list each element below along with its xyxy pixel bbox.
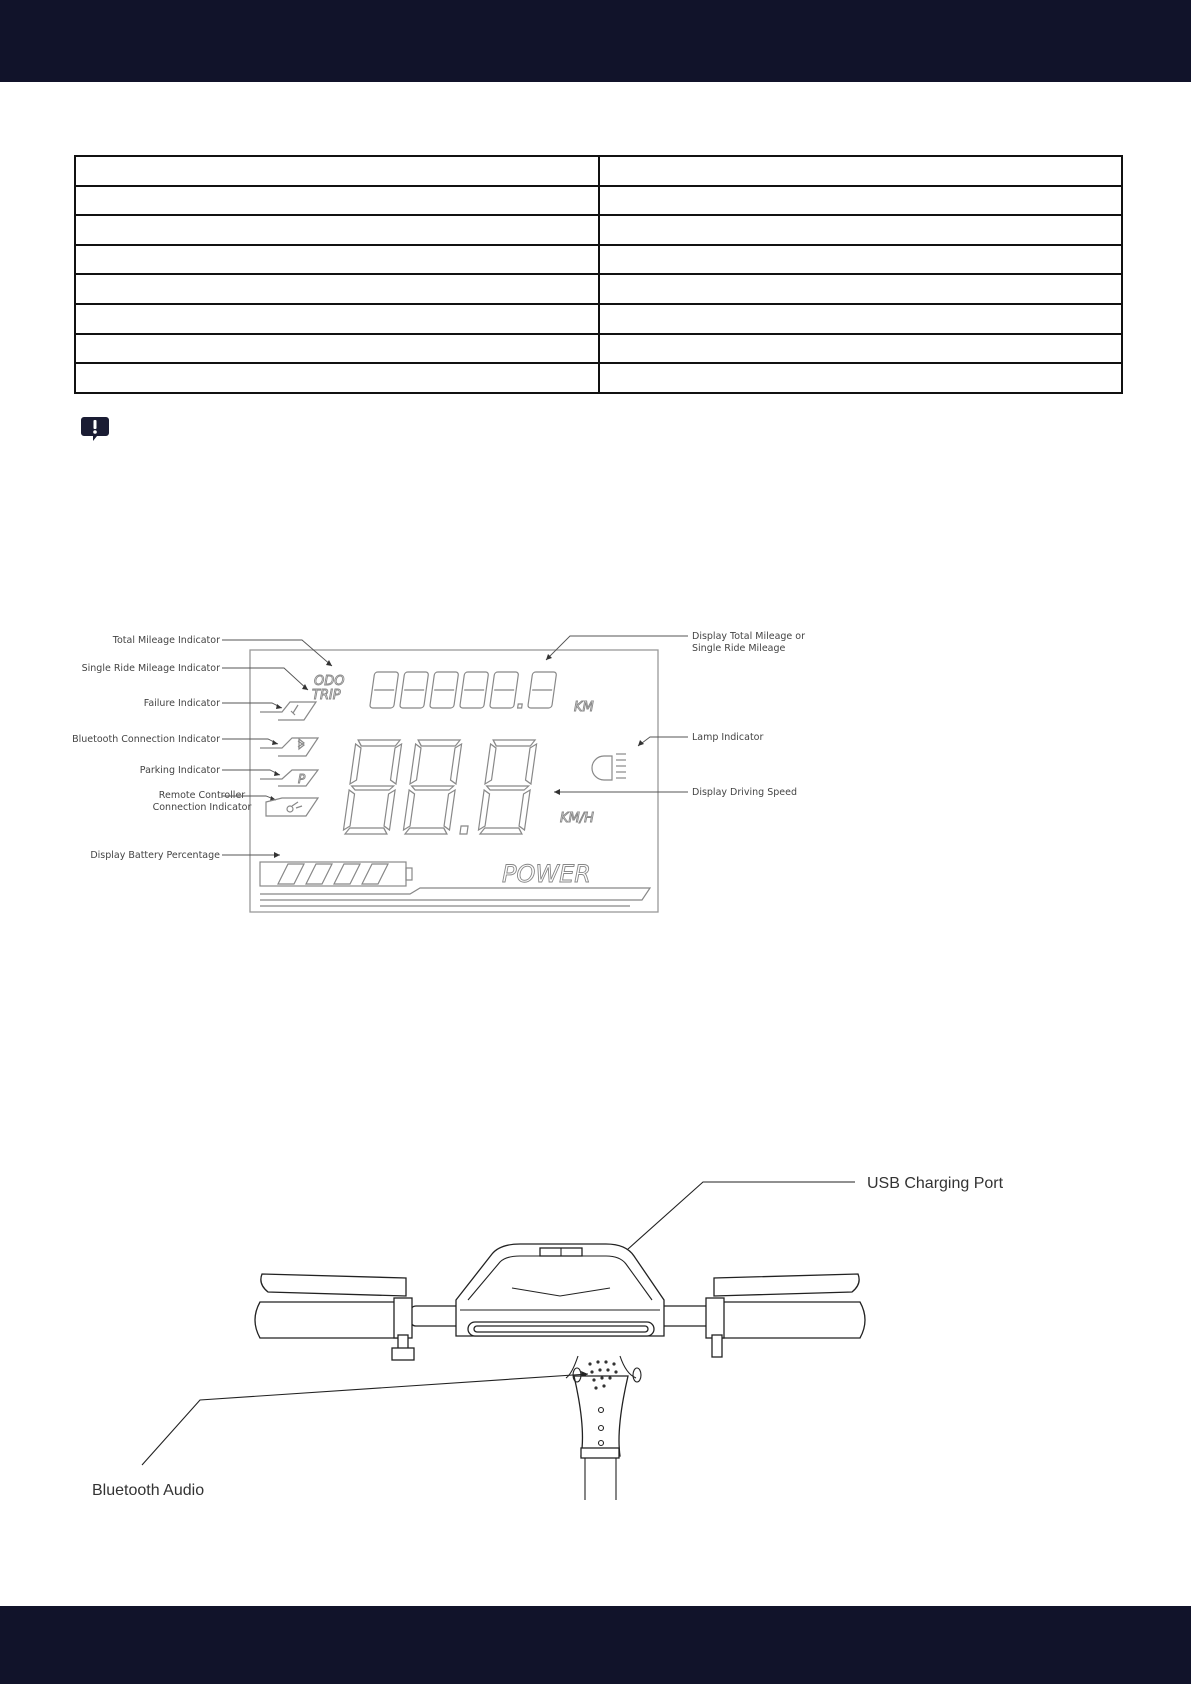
bluetooth-icon (260, 738, 318, 756)
label-bluetooth: Bluetooth Connection Indicator (72, 734, 220, 745)
left-brake-lever (261, 1274, 406, 1296)
right-grip (720, 1302, 865, 1338)
handlebar-diagram (80, 1160, 1040, 1510)
table-row (75, 215, 1122, 245)
battery-bar (260, 862, 650, 906)
table-row (75, 274, 1122, 304)
bluetooth-audio-label: Bluetooth Audio (92, 1482, 205, 1499)
label-display-mileage-line1: Display Total Mileage or (692, 631, 805, 642)
table-row (75, 186, 1122, 216)
footer-band (0, 1606, 1191, 1684)
table-cell (75, 304, 599, 334)
table-cell (599, 363, 1123, 393)
table-cell (599, 245, 1123, 275)
table-cell (75, 156, 599, 186)
warning-icon (80, 415, 110, 443)
remote-controller-icon (266, 798, 318, 816)
table-row (75, 304, 1122, 334)
parking-icon (260, 770, 318, 786)
label-total-mileage: Total Mileage Indicator (112, 635, 220, 646)
table-cell (75, 334, 599, 364)
right-brake-lever (714, 1274, 859, 1296)
spec-table (74, 155, 1123, 394)
table-cell (599, 186, 1123, 216)
table-row (75, 334, 1122, 364)
label-remote-line1: Remote Controller (158, 790, 246, 801)
left-grip (255, 1302, 398, 1338)
mileage-digits (370, 672, 557, 708)
power-label: POWER (502, 860, 591, 888)
label-single-ride: Single Ride Mileage Indicator (81, 663, 220, 674)
table-cell (599, 304, 1123, 334)
lcd-display-diagram (70, 620, 830, 920)
table-cell (75, 186, 599, 216)
table-row (75, 363, 1122, 393)
label-battery: Display Battery Percentage (90, 850, 220, 861)
table-cell (599, 215, 1123, 245)
speed-digits (343, 740, 537, 834)
failure-icon (260, 702, 316, 720)
header-band (0, 0, 1191, 82)
table-cell (75, 245, 599, 275)
table-cell (75, 215, 599, 245)
lamp-icon (592, 754, 626, 780)
label-lamp: Lamp Indicator (692, 732, 764, 743)
label-parking: Parking Indicator (139, 765, 220, 776)
table-cell (599, 334, 1123, 364)
label-failure: Failure Indicator (143, 698, 220, 709)
label-remote-line2: Connection Indicator (152, 802, 252, 813)
table-cell (599, 274, 1123, 304)
table-cell (75, 363, 599, 393)
kmh-unit: KM/H (560, 811, 594, 826)
table-row (75, 245, 1122, 275)
usb-charging-port-label: USB Charging Port (867, 1175, 1004, 1192)
km-unit: KM (574, 700, 594, 715)
parking-glyph: P (298, 772, 306, 786)
table-cell (599, 156, 1123, 186)
label-driving-speed: Display Driving Speed (692, 787, 798, 798)
odo-indicator: ODO (314, 674, 345, 689)
label-display-mileage-line2: Single Ride Mileage (692, 643, 786, 654)
trip-indicator: TRIP (312, 688, 341, 703)
table-row (75, 156, 1122, 186)
table-cell (75, 274, 599, 304)
